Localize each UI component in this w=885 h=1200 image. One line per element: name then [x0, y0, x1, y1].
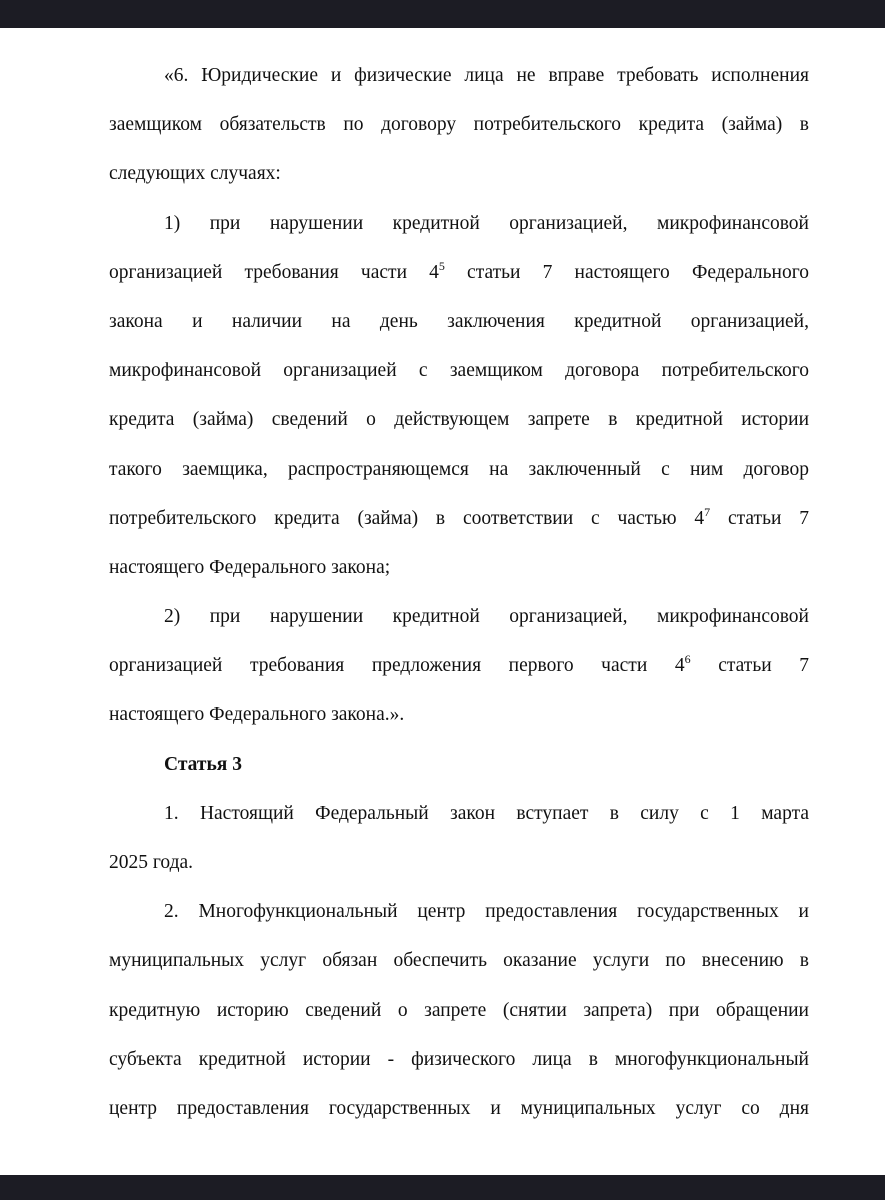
text-line: организацией требования части $4^5$ статьи 7 настоящего Федерального [109, 258, 809, 283]
list-item-2 [109, 592, 809, 740]
text-line: центр предоставления государственных и муниципальных услуг со дня [109, 1097, 809, 1119]
text-line: 2. Многофункциональный центр предоставления государственных и [164, 901, 809, 923]
text-line: кредита (займа) сведений о действующем запрете в кредитной истории [109, 409, 809, 431]
text-line: настоящего Федерального закона; [109, 556, 391, 578]
text-line: потребительского кредита (займа) в соответствии с частью $4^7$ статьи 7 [109, 504, 809, 529]
paragraph-6-intro [109, 51, 809, 199]
superscript: 5 [438, 258, 445, 273]
superscript: 7 [704, 504, 711, 519]
text-line: следующих случаях: [109, 163, 281, 185]
bottom-bar [0, 1175, 885, 1200]
paragraph-effective-date [109, 789, 809, 887]
list-item-1 [109, 199, 809, 593]
superscript: 6 [684, 652, 691, 667]
text-line: 2) при нарушении кредитной организацией, микрофинансовой [164, 606, 809, 628]
text-line: микрофинансовой организацией с заемщиком договора потребительского [109, 360, 809, 382]
text-line: организацией требования предложения первого части $4^6$ статьи 7 [109, 652, 810, 677]
document-body [109, 51, 809, 1133]
article-heading: Статья 3 [164, 753, 242, 775]
text-line: субъекта кредитной истории - физического лица в многофункциональный [109, 1048, 809, 1070]
text-line: 1) при нарушении кредитной организацией, микрофинансовой [164, 212, 809, 234]
text-line: заемщиком обязательств по договору потребительского кредита (займа) в [109, 114, 809, 136]
text-line: 1. Настоящий Федеральный закон вступает в силу с 1 марта [164, 802, 809, 824]
text-line: настоящего Федерального закона.». [109, 704, 405, 726]
text-line: такого заемщика, распространяющемся на заключенный с ним договор [109, 458, 809, 480]
top-bar [0, 0, 885, 28]
text-line: 2025 года. [109, 852, 194, 873]
text-line: закона и наличии на день заключения кредитной организацией, [109, 310, 809, 332]
text-line: «6. Юридические и физические лица не вправе требовать исполнения [164, 65, 809, 86]
paragraph-mfc [109, 887, 809, 1133]
document-page [0, 28, 885, 1175]
text-line: кредитную историю сведений о запрете (снятии запрета) при обращении [109, 999, 809, 1021]
text-line: муниципальных услуг обязан обеспечить оказание услуги по внесению в [109, 950, 809, 972]
